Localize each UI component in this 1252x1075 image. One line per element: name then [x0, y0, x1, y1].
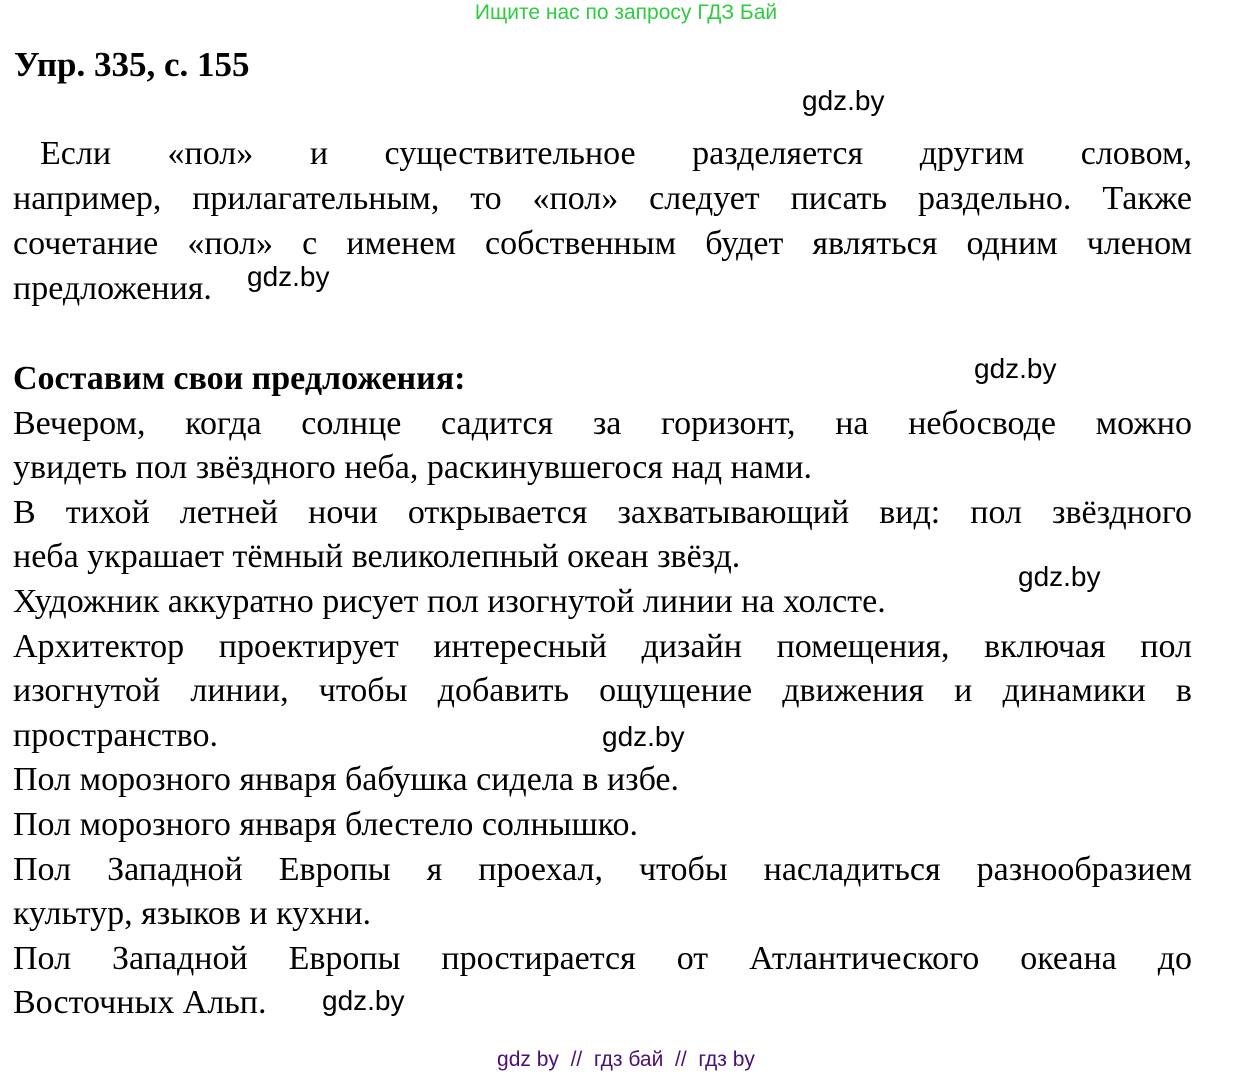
sentence-line: Архитектор проектирует интересный дизайн помещения, включая пол [13, 628, 1192, 665]
watermark: gdz.by [974, 353, 1057, 384]
sentence-line: Художник аккуратно рисует пол изогнутой линии на холсте. [13, 583, 886, 620]
sentence-line: Пол Западной Европы я проехал, чтобы насладиться разнообразием [13, 851, 1192, 888]
sentence-line: В тихой летней ночи открывается захватывающий вид: пол звёздного [13, 494, 1192, 531]
sentence-line: Пол морозного января бабушка сидела в избе. [13, 761, 680, 798]
watermark: gdz.by [322, 985, 405, 1016]
sentence-line: неба украшает тёмный великолепный океан звёзд. [13, 538, 741, 575]
paragraph-line: например, прилагательным, то «пол» следует писать раздельно. Также [13, 180, 1192, 217]
paragraph-line: предложения. [13, 270, 212, 307]
exercise-title: Упр. 335, с. 155 [14, 45, 250, 84]
sentence-line: увидеть пол звёздного неба, раскинувшегося над нами. [13, 449, 813, 486]
sentence-line: Пол Западной Европы простирается от Атлантического океана до [13, 940, 1192, 977]
section-heading: Составим свои предложения: [13, 360, 466, 397]
footer-watermark: gdz by // гдз бай // гдз by [497, 1048, 755, 1071]
sentence-line: Пол морозного января блестело солнышко. [13, 806, 638, 843]
paragraph-line: Если «пол» и существительное разделяется другим словом, [40, 135, 1192, 172]
watermark: gdz.by [1018, 561, 1101, 592]
sentence-line: Восточных Альп. [13, 984, 267, 1021]
sentence-line: изогнутой линии, чтобы добавить ощущение движения и динамики в [13, 672, 1192, 709]
watermark: gdz.by [602, 721, 685, 752]
sentence-line: культур, языков и кухни. [13, 895, 372, 932]
sentence-line: пространство. [13, 717, 218, 754]
sentence-line: Вечером, когда солнце садится за горизонт, на небосводе можно [13, 405, 1192, 442]
watermark: gdz.by [802, 85, 885, 116]
search-banner: Ищите нас по запросу ГДЗ Бай [474, 1, 778, 24]
paragraph-line: сочетание «пол» с именем собственным будет являться одним членом [13, 225, 1192, 262]
watermark: gdz.by [247, 261, 330, 292]
